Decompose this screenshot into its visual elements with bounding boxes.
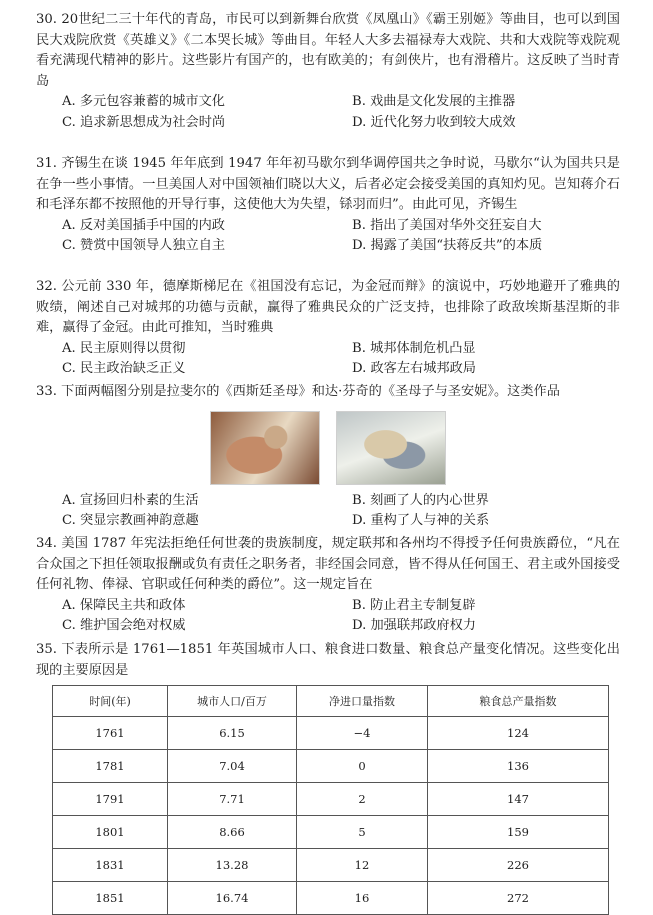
option-d[interactable]: D. 近代化努力收到较大成效 xyxy=(352,114,516,130)
table-cell: 1791 xyxy=(53,783,168,816)
table-row xyxy=(53,783,609,816)
table-cell: 272 xyxy=(428,882,609,915)
table-row xyxy=(53,750,609,783)
option-list xyxy=(36,92,620,133)
question-31 xyxy=(36,154,620,257)
question-35 xyxy=(36,640,620,915)
option-list xyxy=(36,596,620,637)
table-cell: 6.15 xyxy=(168,717,297,750)
option-c[interactable]: C. 赞赏中国领导人独立自主 xyxy=(62,238,226,253)
question-stem: 31. 齐锡生在谈 1945 年年底到 1947 年年初马歇尔到华调停国共之争时说，马歇尔“认为国共只是在争一些小事情。一旦美国人对中国领袖们晓以大义，后者必定会接受美国的真知灼见。岂知蒋介石和毛泽东都不按照他的开导行事，这使他大为失望，铩羽而归”。由此可见，齐锡生 xyxy=(36,156,620,212)
table-header: 净进口量指数 xyxy=(297,686,428,717)
table-cell: 13.28 xyxy=(168,849,297,882)
option-c[interactable]: C. 突显宗教画神韵意趣 xyxy=(62,513,199,528)
option-c[interactable]: C. 追求新思想成为社会时尚 xyxy=(62,114,226,130)
table-row xyxy=(53,816,609,849)
question-34 xyxy=(36,534,620,637)
table-cell: 0 xyxy=(297,750,428,783)
option-d[interactable]: D. 政客左右城邦政局 xyxy=(352,361,476,376)
question-stem: 30. 20世纪二三十年代的青岛，市民可以到新舞台欣赏《凤凰山》《霸王别姬》等曲目，也可以到国民大戏院欣赏《英雄义》《二本哭长城》等曲目。年轻人大多去福禄寿大戏院、共和大戏院等戏院观看充满现代精神的影片。这些影片有国产的，也有欧美的；有剑侠片，也有滑稽片。这反映了当时青岛 xyxy=(36,12,620,89)
table-row xyxy=(53,849,609,882)
option-a[interactable]: A. 民主原则得以贯彻 xyxy=(62,340,186,356)
table-cell: 1801 xyxy=(53,816,168,849)
option-b[interactable]: B. 防止君主专制复辟 xyxy=(352,597,476,613)
question-33 xyxy=(36,382,620,532)
question-stem: 34. 美国 1787 年宪法拒绝任何世袭的贵族制度，规定联邦和各州均不得授予任何贵族爵位，“凡在合众国之下担任领取报酬或负有责任之职务者，非经国会同意，皆不得从任何国王、君主或外国接受任何礼物、俸禄、官职或任何种类的爵位”。这一规定旨在 xyxy=(36,536,620,592)
table-cell: 147 xyxy=(428,783,609,816)
option-d[interactable]: D. 重构了人与神的关系 xyxy=(352,513,490,528)
table-cell: 7.04 xyxy=(168,750,297,783)
option-a[interactable]: A. 多元包容兼蓄的城市文化 xyxy=(62,94,225,109)
table-cell: 1761 xyxy=(53,717,168,750)
table-cell: 7.71 xyxy=(168,783,297,816)
table-cell: 124 xyxy=(428,717,609,750)
question-32 xyxy=(36,277,620,380)
question-stem: 32. 公元前 330 年，德摩斯梯尼在《祖国没有忘记，为金冠而辩》的演说中，巧妙地避开了雅典的败绩，阐述自己对城邦的功德与贡献，赢得了雅典民众的广泛支持，也排除了政敌埃斯基涅斯的非难，赢得了金冠。由此可推知，当时雅典 xyxy=(36,279,620,335)
table-row xyxy=(53,717,609,750)
table-cell: 159 xyxy=(428,816,609,849)
option-d[interactable]: D. 揭露了美国“扶蒋反共”的本质 xyxy=(352,238,543,253)
sistine-madonna-image xyxy=(210,411,320,485)
table-cell: −4 xyxy=(297,717,428,750)
table-header: 城市人口/百万 xyxy=(168,686,297,717)
option-a[interactable]: A. 宣扬回归朴素的生活 xyxy=(62,492,199,508)
option-list xyxy=(36,216,620,257)
question-30 xyxy=(36,10,620,133)
table-row xyxy=(53,882,609,915)
table-cell: 1781 xyxy=(53,750,168,783)
option-b[interactable]: B. 指出了美国对华外交狂妄自大 xyxy=(352,217,542,233)
table-header-row xyxy=(53,686,609,717)
table-cell: 5 xyxy=(297,816,428,849)
painting-pair xyxy=(36,411,620,485)
option-list xyxy=(36,339,620,380)
option-b[interactable]: B. 刻画了人的内心世界 xyxy=(352,492,489,508)
table-cell: 12 xyxy=(297,849,428,882)
table-cell: 16 xyxy=(297,882,428,915)
option-b[interactable]: B. 城邦体制危机凸显 xyxy=(352,340,476,356)
table-cell: 2 xyxy=(297,783,428,816)
option-a[interactable]: A. 保障民主共和政体 xyxy=(62,597,186,613)
option-b[interactable]: B. 戏曲是文化发展的主推器 xyxy=(352,94,516,109)
data-table xyxy=(52,685,609,915)
table-cell: 1831 xyxy=(53,849,168,882)
question-stem: 33. 下面两幅图分别是拉斐尔的《西斯廷圣母》和达·芬奇的《圣母子与圣安妮》。这类作品 xyxy=(36,384,560,399)
table-header: 时间(年) xyxy=(53,686,168,717)
table-cell: 136 xyxy=(428,750,609,783)
option-list xyxy=(36,491,620,532)
table-cell: 16.74 xyxy=(168,882,297,915)
option-d[interactable]: D. 加强联邦政府权力 xyxy=(352,618,476,633)
virgin-child-st-anne-image xyxy=(336,411,446,485)
table-cell: 226 xyxy=(428,849,609,882)
question-stem: 35. 下表所示是 1761—1851 年英国城市人口、粮食进口数量、粮食总产量变化情况。这些变化出现的主要原因是 xyxy=(36,642,620,678)
table-cell: 1851 xyxy=(53,882,168,915)
option-a[interactable]: A. 反对美国插手中国的内政 xyxy=(62,217,225,233)
table-header: 粮食总产量指数 xyxy=(428,686,609,717)
table-cell: 8.66 xyxy=(168,816,297,849)
option-c[interactable]: C. 维护国会绝对权威 xyxy=(62,618,186,633)
option-c[interactable]: C. 民主政治缺乏正义 xyxy=(62,361,186,376)
